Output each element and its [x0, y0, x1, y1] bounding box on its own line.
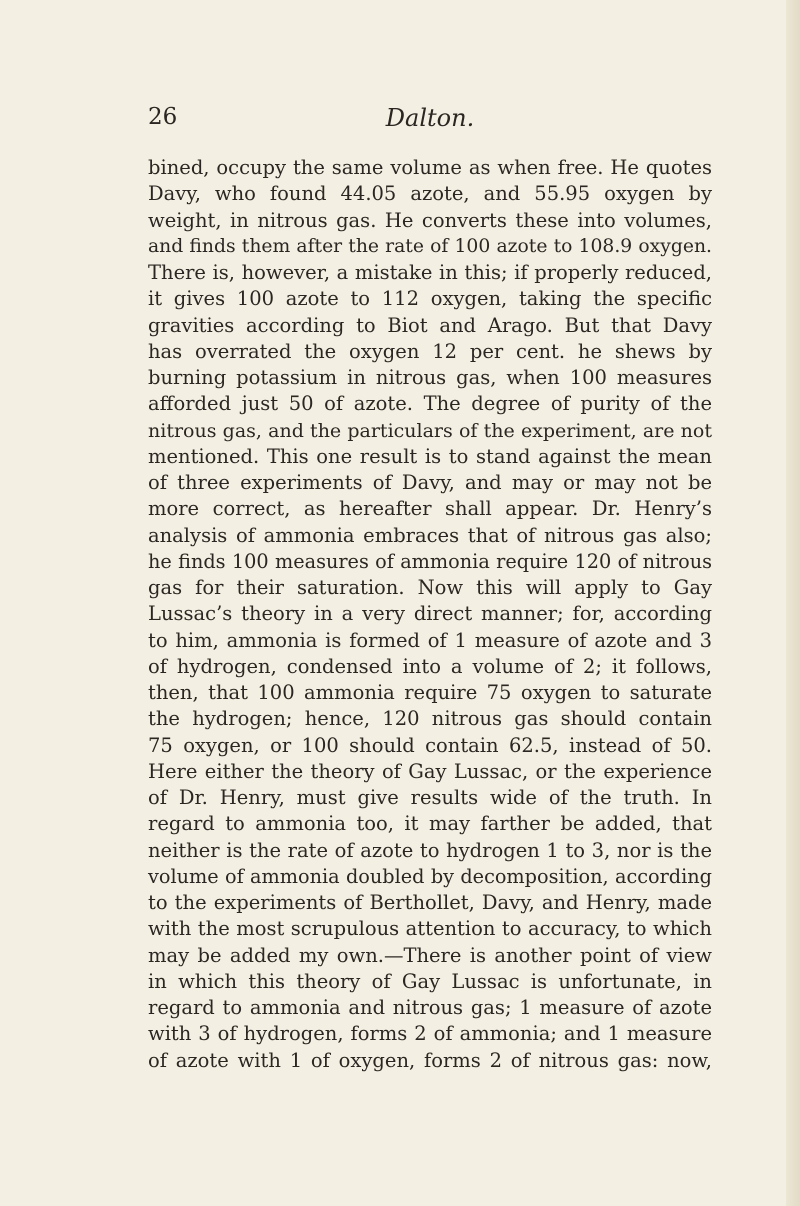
text-line: Davy, who found 44.05 azote, and 55.95 oxygen by: [148, 182, 712, 206]
text-line: has overrated the oxygen 12 per cent. he shews by: [148, 339, 712, 363]
text-line: of Dr. Henry, must give results wide of the truth. In: [148, 786, 712, 809]
text-line: bined, occupy the same volume as when free. He quotes: [148, 156, 712, 179]
text-line: and finds them after the rate of 100 azote to 108.9 oxygen.: [148, 235, 712, 257]
page-header: [148, 104, 712, 144]
text-line: he finds 100 measures of ammonia require 120 of nitrous: [148, 549, 712, 573]
text-line: then, that 100 ammonia require 75 oxygen to saturate: [148, 681, 712, 704]
page-number: 26: [148, 104, 178, 130]
text-line: regard to ammonia too, it may farther be added, that: [148, 812, 712, 836]
text-line: burning potassium in nitrous gas, when 100 measures: [148, 366, 712, 389]
text-line: mentioned. This one result is to stand against the mean: [148, 444, 712, 468]
text-line: Here either the theory of Gay Lussac, or the experience: [148, 759, 712, 783]
text-line: may be added my own.—There is another point of view: [148, 943, 712, 967]
text-line: nitrous gas, and the particulars of the experiment, are not: [148, 419, 712, 442]
body-text: [148, 155, 712, 1074]
running-title: Dalton.: [385, 104, 475, 132]
text-line: neither is the rate of azote to hydrogen 1 to 3, nor is the: [148, 838, 712, 862]
text-line: volume of ammonia doubled by decomposition, according: [148, 864, 712, 888]
text-line: weight, in nitrous gas. He converts these into volumes,: [148, 208, 712, 232]
text-line: gas for their saturation. Now this will apply to Gay: [148, 576, 712, 599]
text-line: regard to ammonia and nitrous gas; 1 measure of azote: [148, 996, 712, 1019]
text-line: to him, ammonia is formed of 1 measure of azote and 3: [148, 628, 712, 652]
text-line: Lussac’s theory in a very direct manner; for, according: [148, 602, 712, 626]
text-line: with the most scrupulous attention to accuracy, to which: [148, 917, 712, 941]
text-line: in which this theory of Gay Lussac is unfortunate, in: [148, 969, 712, 993]
text-line: gravities according to Biot and Arago. But that Davy: [148, 313, 712, 337]
text-line: with 3 of hydrogen, forms 2 of ammonia; and 1 measure: [148, 1022, 712, 1046]
text-line: more correct, as hereafter shall appear. Dr. Henry’s: [148, 497, 712, 521]
text-line: of hydrogen, condensed into a volume of 2; it follows,: [148, 654, 712, 678]
text-line: 75 oxygen, or 100 should contain 62.5, instead of 50.: [148, 733, 712, 757]
text-line: the hydrogen; hence, 120 nitrous gas should contain: [148, 707, 712, 731]
text-line: analysis of ammonia embraces that of nitrous gas also;: [148, 523, 712, 547]
text-line: of three experiments of Davy, and may or may not be: [148, 471, 712, 494]
text-line: There is, however, a mistake in this; if properly reduced,: [148, 261, 712, 284]
text-line: to the experiments of Berthollet, Davy, and Henry, made: [148, 891, 712, 914]
text-line: afforded just 50 of azote. The degree of purity of the: [148, 392, 712, 416]
text-line: of azote with 1 of oxygen, forms 2 of nitrous gas: now,: [148, 1048, 712, 1072]
page-edge: [786, 0, 800, 1206]
text-line: it gives 100 azote to 112 oxygen, taking the specific: [148, 287, 712, 311]
